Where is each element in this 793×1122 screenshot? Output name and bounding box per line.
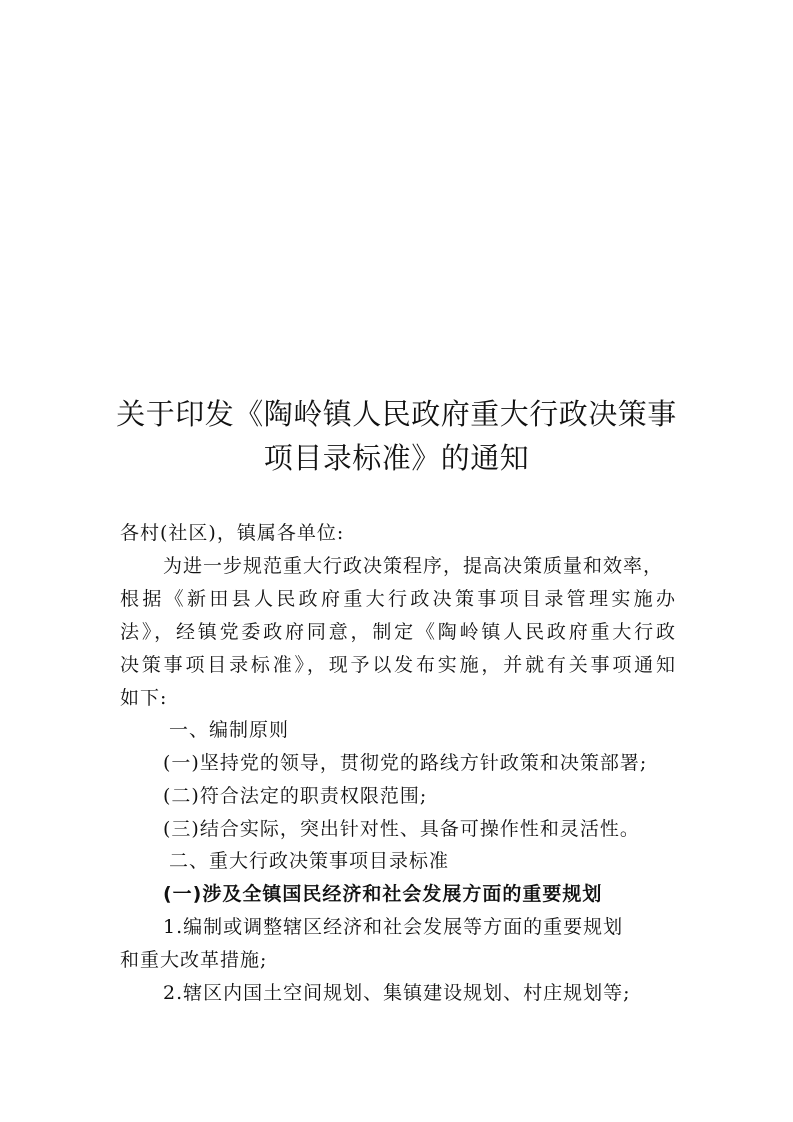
section-2-item-2: 2.辖区内国土空间规划、集镇建设规划、村庄规划等; [163,982,631,1004]
document-title-line-1: 关于印发《陶岭镇人民政府重大行政决策事 [116,397,677,431]
section-1-item-3: (三)结合实际，突出针对性、具备可操作性和灵活性。 [163,818,640,840]
intro-line-3: 法》，经镇党委政府同意，制定《陶岭镇人民政府重大行政 [120,621,676,643]
document-title-line-2: 项目录标准》的通知 [263,441,530,475]
intro-line-2: 根据《新田县人民政府重大行政决策事项目录管理实施办 [120,588,676,610]
section-2-heading: 二、重大行政决策事项目录标准 [169,850,450,872]
intro-line-1: 为进一步规范重大行政决策程序，提高决策质量和效率， [163,555,664,577]
section-1-heading: 一、编制原则 [169,719,290,741]
intro-line-5: 如下: [120,687,168,709]
section-1-item-2: (二)符合法定的职责权限范围; [163,785,428,807]
section-2-item-1-line-1: 1.编制或调整辖区经济和社会发展等方面的重要规划 [163,916,624,938]
intro-line-4: 决策事项目录标准》，现予以发布实施，并就有关事项通知 [120,654,676,676]
salutation: 各村(社区)，镇属各单位: [120,522,345,544]
section-1-item-1: (一)坚持党的领导，贯彻党的路线方针政策和决策部署; [163,752,648,774]
section-2-item-1-line-2: 和重大改革措施; [120,949,268,971]
section-2-subheading: (一)涉及全镇国民经济和社会发展方面的重要规划 [163,883,603,905]
